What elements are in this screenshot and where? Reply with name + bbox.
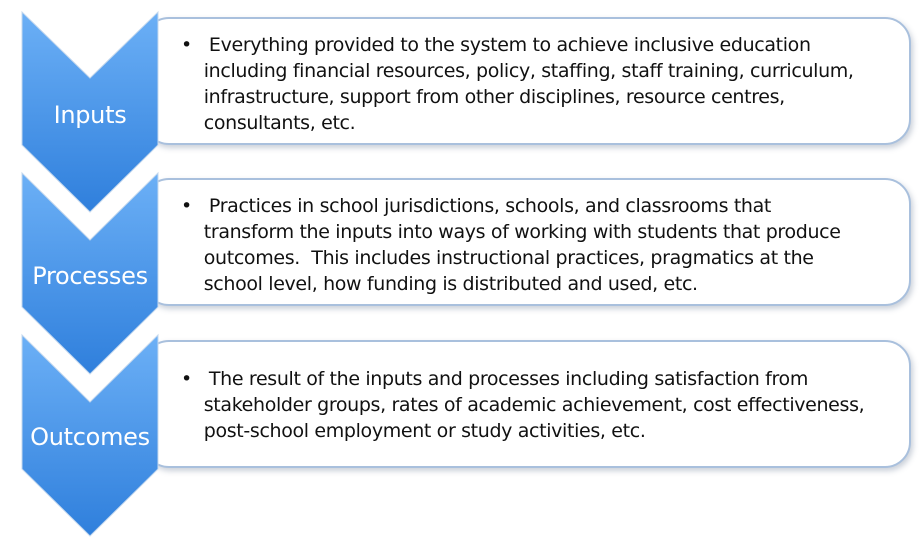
inputs-label: Inputs: [53, 101, 127, 129]
processes-description-text: • Practices in school jurisdictions, schools, and classrooms that transform the inputs into ways of working with students that produce outcomes. This includes instructional practices, pragmatics at the school level, how funding is distributed and used, etc.: [181, 195, 841, 295]
inputs-description-text: • Everything provided to the system to achieve inclusive education including financial resources, policy, staffing, staff training, curriculum, infrastructure, support from other disciplines, resource centres, consultants, etc.: [181, 34, 854, 134]
outcomes-label: Outcomes: [30, 423, 150, 451]
outcomes-description-text: • The result of the inputs and processes including satisfaction from stakeholder groups, rates of academic achievement, cost effectiveness, post-school employment or study activities, etc.: [181, 368, 865, 442]
processes-label: Processes: [32, 262, 148, 290]
